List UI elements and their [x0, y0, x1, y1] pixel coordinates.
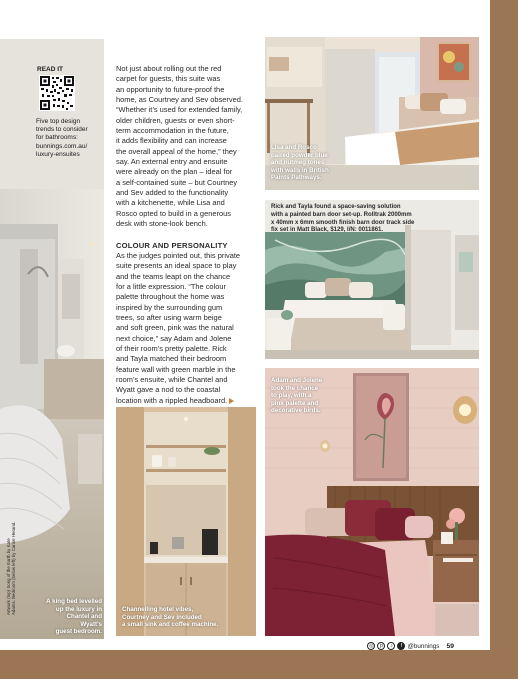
credit-line: Adams. Bedroom (below left) by Carine Herand.: [11, 521, 17, 615]
text-line: As the judges pointed out, this private: [116, 250, 241, 260]
text-line: with a kitchenette, while Lisa and: [116, 198, 225, 208]
caption-line: up the luxury in: [55, 605, 102, 613]
text-line: and soft green, pink was the natural: [116, 323, 234, 333]
qr-code[interactable]: [39, 75, 75, 111]
text-line: next choice,” say Adam and Jolene: [116, 333, 232, 343]
page-footer: [367, 642, 454, 650]
facebook-icon[interactable]: f: [397, 642, 405, 650]
text-line: inspired by the surrounding gum: [116, 302, 223, 312]
paragraph-2: [116, 251, 256, 406]
text-line: it adds flexibility and can increase: [116, 136, 227, 146]
text-line: Not just about rolling out the red: [116, 64, 222, 73]
text-line: say. An external entry and ensuite: [116, 157, 228, 167]
chantel-wyatt-caption: [44, 598, 102, 636]
text-line: were already on the plan – ideal for: [116, 167, 233, 177]
text-line: a self-contained suite – but Courtney: [116, 177, 238, 187]
kitchenette-illustration: [116, 407, 256, 636]
read-it-heading: READ IT: [37, 66, 63, 73]
caption-line: Channelling hotel vibes,: [122, 606, 194, 613]
social-handle: @bunnings: [407, 642, 440, 650]
text-line: the overall appeal of the home,” they: [116, 146, 237, 156]
text-line: desk with stone-look bench.: [116, 219, 208, 229]
caption-line: took the chance: [271, 384, 319, 392]
read-it-link[interactable]: luxury-ensuites: [36, 150, 80, 158]
caption-text: side: [400, 219, 415, 226]
subheading: COLOUR AND PERSONALITY: [116, 240, 228, 250]
read-it-text: [36, 118, 88, 159]
text-line: and Sev added to the functionality: [116, 188, 229, 198]
caption-line: [271, 220, 414, 228]
text-line: “Whether it’s used for extended family,: [116, 105, 243, 115]
text-line: feature wall with green marble in the: [116, 364, 236, 374]
adam-jolene-caption: [271, 377, 322, 415]
product-name: barn door track: [356, 219, 401, 226]
caption-line: Paints Pathways.: [271, 174, 322, 182]
courtney-sev-caption: [122, 606, 218, 629]
caption-line: Chantel and Wyatt’s: [66, 613, 102, 628]
text-line: suite presents an ideal space to play: [116, 261, 237, 271]
article-body: [116, 64, 256, 406]
read-it-link[interactable]: bunnings.com.au/: [36, 142, 88, 150]
text-line: an opportunity to future-proof the: [116, 84, 225, 94]
text-line: location with a rippled headboard.: [116, 395, 228, 405]
text-line: of their room’s pretty palette. Rick: [116, 343, 227, 353]
caption-line: Courtney and Sev included: [122, 613, 202, 621]
text-line: Wyatt gave a nod to the coastal: [116, 385, 221, 395]
text-line: older children, guests or even short-: [116, 115, 235, 125]
page-number: 59: [446, 642, 454, 650]
courtney-sev-kitchenette-photo: [116, 407, 256, 636]
caption-line: A king bed levelled: [46, 598, 102, 605]
tiktok-icon[interactable]: ♪: [387, 642, 395, 650]
text-line: for a little expression. “The colour: [116, 281, 226, 291]
text-line: home, as Courtney and Sev observed.: [116, 95, 243, 105]
read-it-line: trends to consider: [36, 126, 88, 134]
credit-line: Artwork (top) Song of the Earth by Kate: [6, 538, 11, 615]
text-line: room’s ensuite, while Chantel and: [116, 374, 228, 384]
caption-line: fix set in Matt Black, $129, I/N: 0011861.: [271, 227, 384, 234]
text-line: term accommodation in the future,: [116, 126, 229, 136]
text-line: Rosco opted to build in a generous: [116, 208, 231, 218]
text-line: palette throughout the home was: [116, 292, 225, 302]
caption-line: guest bedroom.: [55, 628, 102, 636]
lisa-rosco-caption: [271, 144, 329, 182]
text-line: and the teams leapt on the chance: [116, 271, 231, 281]
caption-line: decorative birds.: [271, 407, 321, 415]
read-it-line: for bathrooms:: [36, 134, 78, 142]
caption-line: with walls in British: [271, 166, 329, 174]
read-it-line: Five top design: [36, 118, 81, 125]
caption-line: Lisa and Rosco: [271, 144, 317, 151]
qr-code-icon: [39, 75, 75, 111]
photo-credit: [6, 522, 17, 615]
text-line: carpet for guests, this suite was: [116, 74, 221, 84]
caption-line: to play, with a: [271, 392, 312, 400]
caption-line: Adam and Jolene: [271, 377, 323, 384]
instagram-icon[interactable]: ◎: [369, 642, 374, 649]
caption-line: Rick and Tayla found a space-saving solution: [271, 204, 401, 210]
caption-line: paired powder blue: [271, 151, 328, 159]
caption-line: a small sink and coffee machine.: [122, 621, 219, 629]
paragraph-1: [116, 64, 256, 230]
rick-tayla-caption: [271, 204, 414, 235]
caption-line: pink palette and: [271, 399, 319, 407]
pinterest-icon[interactable]: p: [377, 642, 385, 650]
text-line: and Tayla matched their bedroom: [116, 354, 227, 364]
text-line: trees, so after using warm beige: [116, 312, 222, 322]
caption-line: and nutmeg tones: [271, 159, 325, 167]
caption-text: x 40mm x 6mm smooth finish: [271, 219, 357, 226]
end-marker-icon: [229, 398, 234, 404]
caption-line: with a painted barn door set-up. Rolltrak 2000mm: [271, 211, 412, 218]
